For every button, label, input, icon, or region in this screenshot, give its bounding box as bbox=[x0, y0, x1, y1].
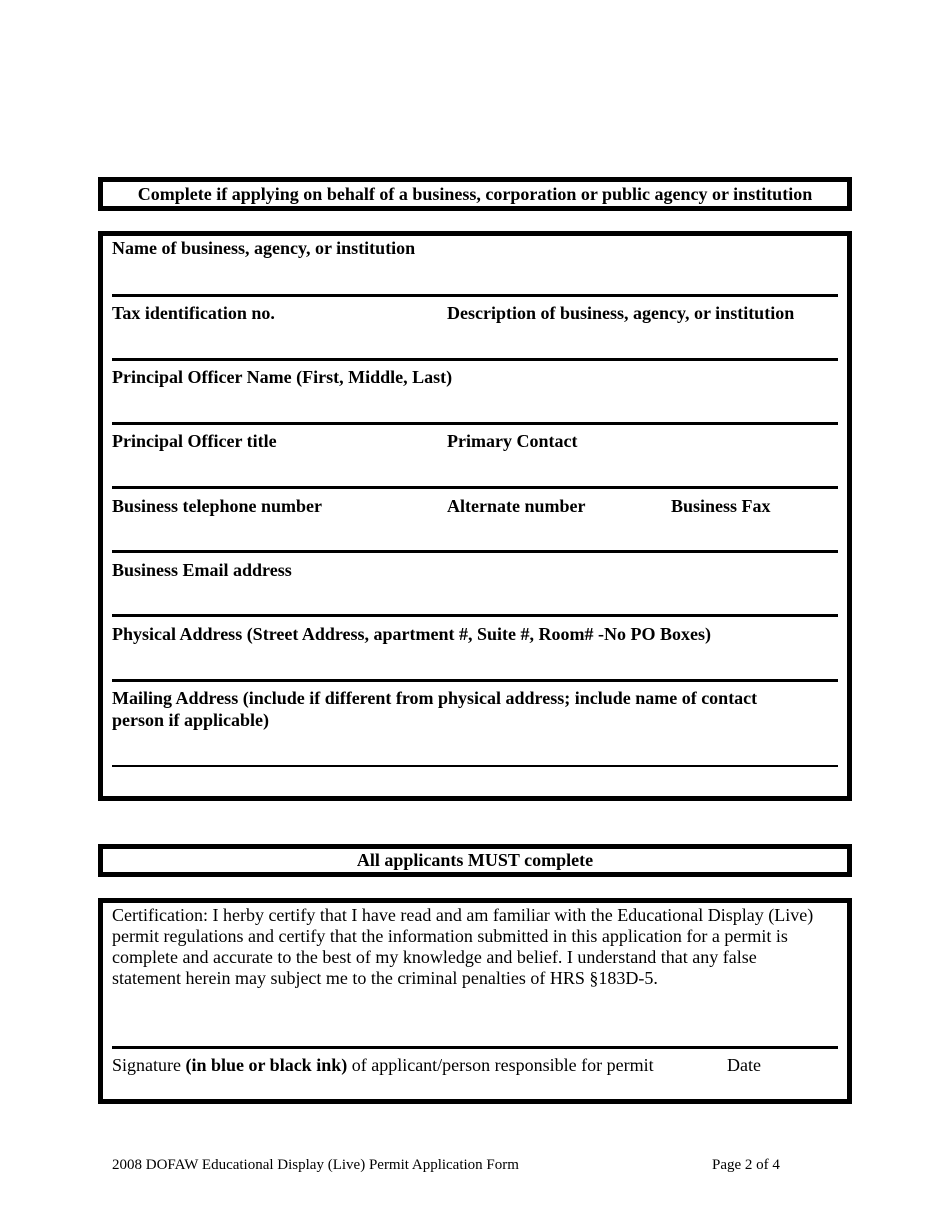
signature-label bbox=[112, 1055, 654, 1076]
signature-line[interactable] bbox=[112, 1046, 838, 1049]
signature-prefix: Signature bbox=[112, 1055, 186, 1075]
telephone-line[interactable] bbox=[112, 550, 838, 553]
mailing-address-line[interactable] bbox=[112, 765, 838, 767]
signature-ink-note: (in blue or black ink) bbox=[185, 1055, 348, 1075]
date-label: Date bbox=[727, 1055, 761, 1075]
primary-contact-label: Primary Contact bbox=[447, 431, 578, 451]
physical-address-line[interactable] bbox=[112, 679, 838, 682]
alternate-number-label: Alternate number bbox=[447, 496, 586, 516]
signature-suffix: of applicant/person responsible for permit bbox=[347, 1055, 654, 1075]
email-label: Business Email address bbox=[112, 560, 292, 580]
footer-form-name: 2008 DOFAW Educational Display (Live) Permit Application Form bbox=[112, 1157, 519, 1173]
business-name-label: Name of business, agency, or institution bbox=[112, 238, 416, 258]
physical-address-label: Physical Address (Street Address, apartment #, Suite #, Room# -No PO Boxes) bbox=[112, 624, 711, 644]
officer-name-line[interactable] bbox=[112, 422, 838, 425]
officer-title-line[interactable] bbox=[112, 486, 838, 489]
footer-page-number: Page 2 of 4 bbox=[712, 1157, 780, 1173]
tax-id-label: Tax identification no. bbox=[112, 303, 275, 323]
all-applicants-header bbox=[98, 844, 852, 877]
officer-title-label: Principal Officer title bbox=[112, 431, 277, 451]
officer-name-label: Principal Officer Name (First, Middle, Last) bbox=[112, 367, 453, 387]
certification-text: Certification: I herby certify that I have read and am familiar with the Educational Display (Live) permit regulations and certify that the information submitted in this application for a permit is complete and accurate to the best of my knowledge and belief. I understand that any false statement herein may subject me to the criminal penalties of HRS §183D-5. bbox=[112, 905, 814, 988]
business-section-header-text: Complete if applying on behalf of a business, corporation or public agency or institution bbox=[137, 184, 813, 204]
business-section-header bbox=[98, 177, 852, 211]
business-description-label: Description of business, agency, or institution bbox=[447, 303, 795, 323]
business-name-line[interactable] bbox=[112, 294, 838, 297]
business-fax-label: Business Fax bbox=[671, 496, 771, 516]
mailing-address-label: Mailing Address (include if different from physical address; include name of contact person if applicable) bbox=[112, 688, 758, 730]
all-applicants-header-text: All applicants MUST complete bbox=[356, 850, 594, 870]
tax-id-line[interactable] bbox=[112, 358, 838, 361]
telephone-label: Business telephone number bbox=[112, 496, 323, 516]
email-line[interactable] bbox=[112, 614, 838, 617]
